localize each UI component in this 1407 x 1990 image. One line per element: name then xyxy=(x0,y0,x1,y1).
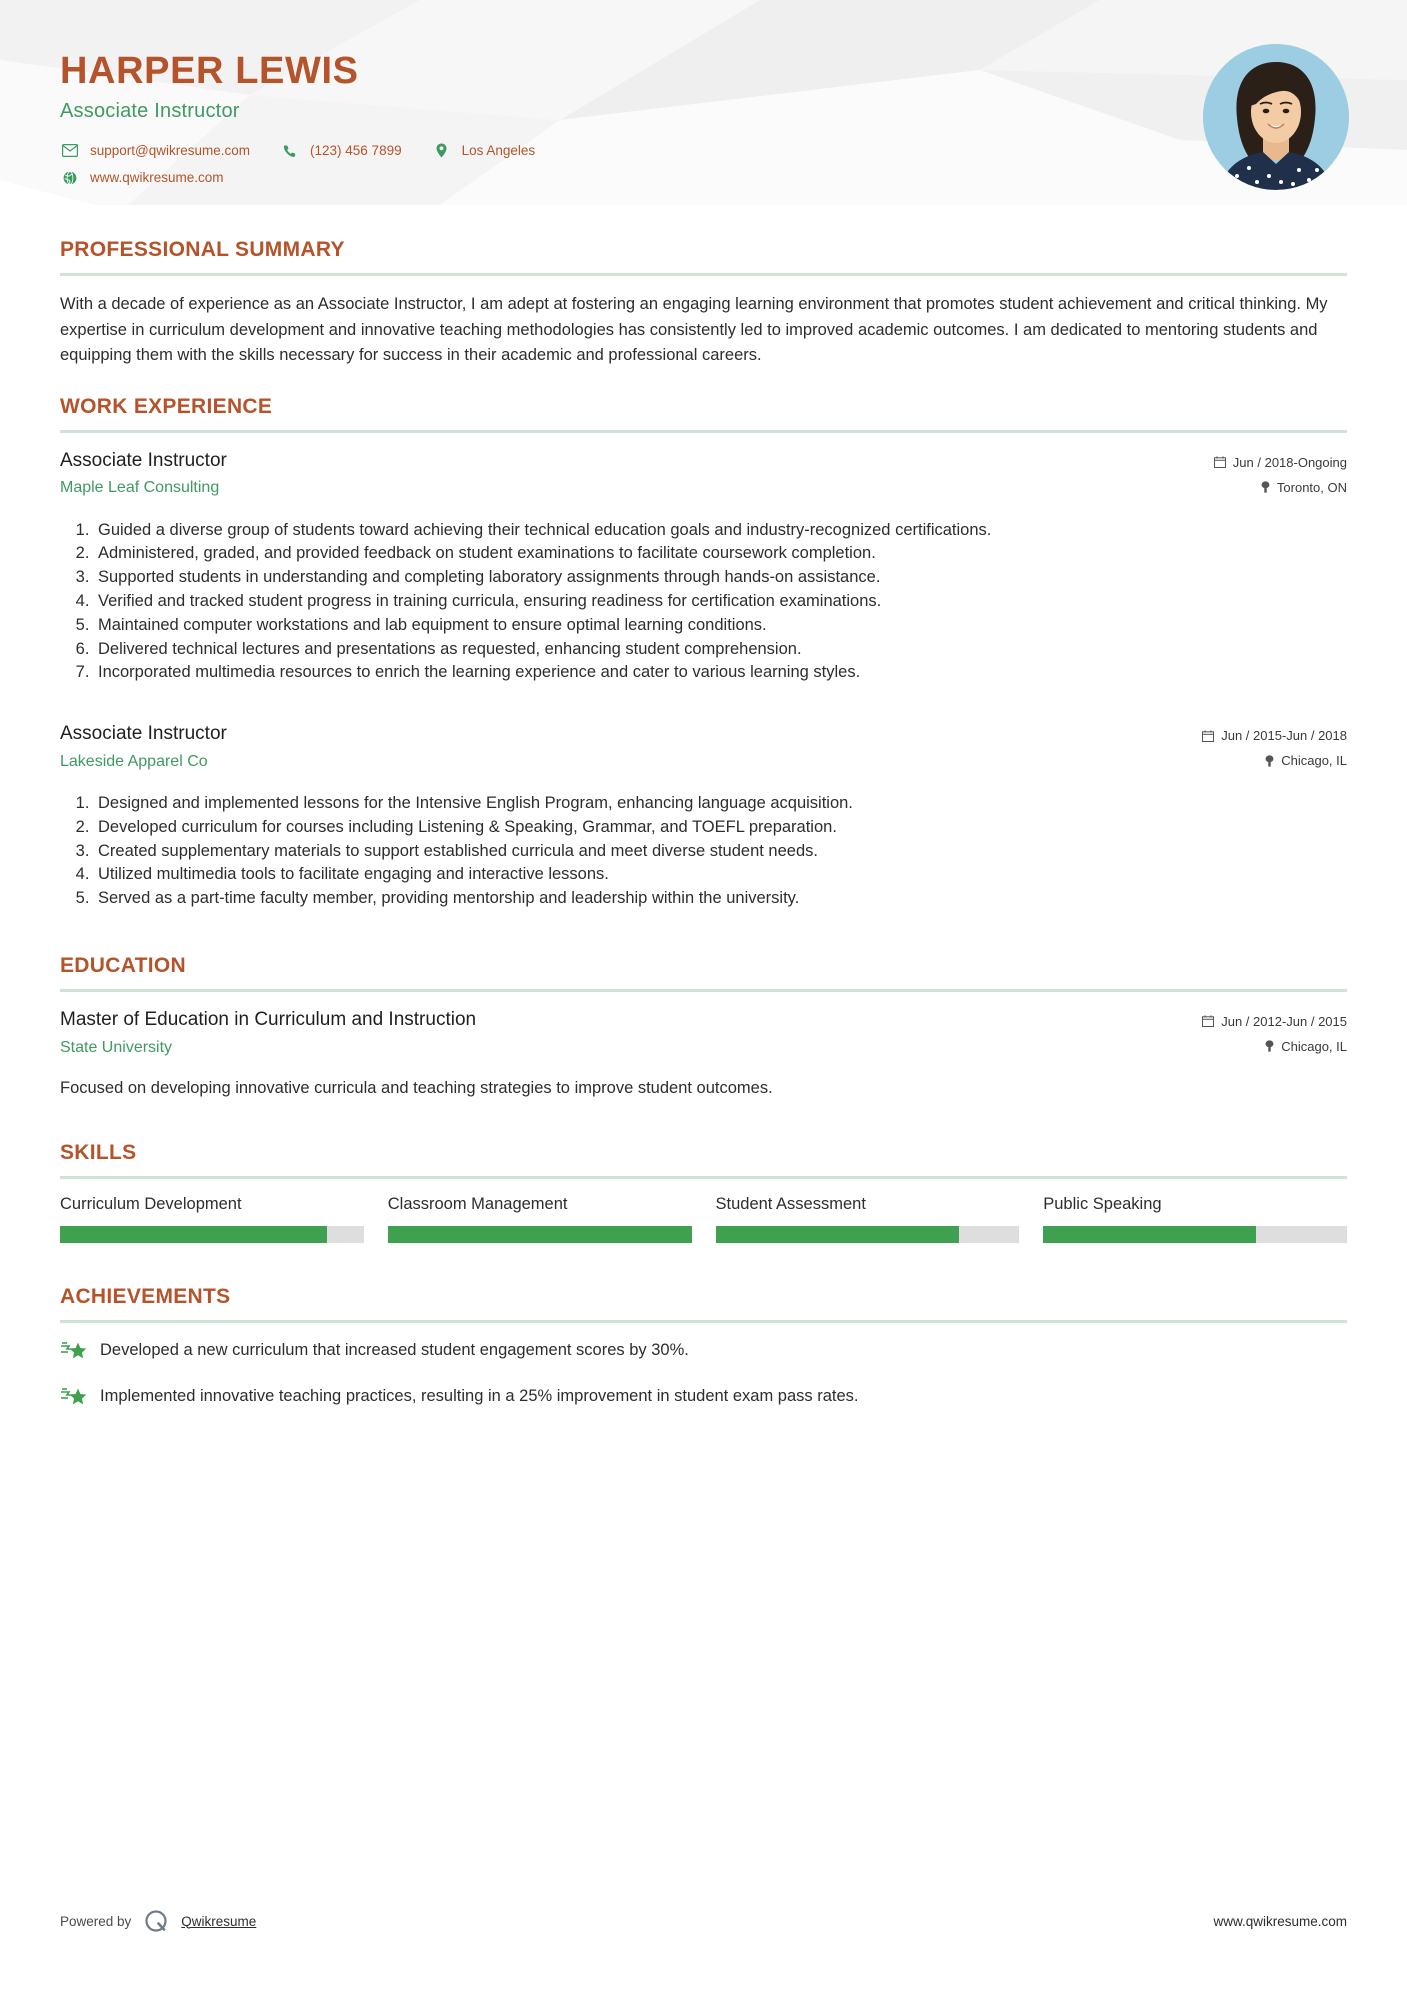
bullet-item: 5. Maintained computer workstations and lab equipment to ensure optimal learning conditions. xyxy=(94,614,1347,637)
education-location xyxy=(1202,1039,1347,1054)
bullet-item: 7. Incorporated multimedia resources to enrich the learning experience and cater to various learning styles. xyxy=(94,661,1347,684)
skill-bar-track xyxy=(1043,1226,1347,1243)
section-title-work: WORK EXPERIENCE xyxy=(60,394,273,418)
bullet-item: 5. Served as a part-time faculty member, providing mentorship and leadership within the university. xyxy=(94,887,1347,910)
skill-bar-track xyxy=(60,1226,364,1243)
skill-label: Student Assessment xyxy=(715,1194,866,1213)
section-divider xyxy=(60,989,1347,992)
skill-bar-fill xyxy=(388,1226,692,1243)
job-bullets xyxy=(60,519,1347,684)
star-badge-icon xyxy=(60,1385,90,1413)
education-dates-text: Jun / 2012-Jun / 2015 xyxy=(1221,1013,1347,1029)
achievement-text: Developed a new curriculum that increased student engagement scores by 30%. xyxy=(100,1340,689,1359)
contact-location-text: Los Angeles xyxy=(461,143,536,159)
resume-header xyxy=(0,0,1407,212)
bullet-item: 4. Utilized multimedia tools to facilitate engaging and interactive lessons. xyxy=(94,863,1347,886)
bullet-item: 1. Guided a diverse group of students toward achieving their technical education goals and industry-recognized certifications. xyxy=(94,519,1347,542)
skill-item xyxy=(60,1195,364,1243)
bullet-item: 2. Administered, graded, and provided feedback on student examinations to facilitate coursework completion. xyxy=(94,542,1347,565)
job-location-text: Chicago, IL xyxy=(1281,753,1347,769)
powered-by-label: Powered by xyxy=(60,1913,132,1929)
candidate-role: Associate Instructor xyxy=(60,99,240,122)
section-divider xyxy=(60,273,1347,276)
job-dates xyxy=(1214,455,1347,470)
map-marker-icon xyxy=(1261,481,1270,493)
skills-grid xyxy=(60,1195,1347,1243)
calendar-icon xyxy=(1202,730,1214,742)
work-entry xyxy=(60,722,1347,910)
footer-website[interactable]: www.qwikresume.com xyxy=(1213,1913,1347,1929)
job-bullets xyxy=(60,792,1347,910)
contact-email[interactable] xyxy=(60,143,250,159)
candidate-name: HARPER LEWIS xyxy=(60,50,359,92)
job-company: Lakeside Apparel Co xyxy=(60,752,208,770)
bullet-item: 4. Verified and tracked student progress in training curricula, ensuring readiness for certification examinations. xyxy=(94,590,1347,613)
bullet-item: 6. Delivered technical lectures and presentations as requested, enhancing student comprehension. xyxy=(94,638,1347,661)
section-work-experience xyxy=(60,395,1347,910)
calendar-icon xyxy=(1214,456,1226,468)
job-title: Associate Instructor xyxy=(60,723,227,745)
skill-bar-track xyxy=(388,1226,692,1243)
achievement-item xyxy=(60,1385,1347,1413)
skill-item xyxy=(1043,1195,1347,1243)
contact-phone[interactable] xyxy=(280,143,402,159)
mail-icon xyxy=(60,143,80,159)
section-skills xyxy=(60,1141,1347,1243)
section-divider xyxy=(60,1176,1347,1179)
contact-row-primary xyxy=(60,143,1347,159)
skill-bar-track xyxy=(716,1226,1020,1243)
section-title-skills: SKILLS xyxy=(60,1140,137,1164)
bullet-item: 2. Developed curriculum for courses including Listening & Speaking, Grammar, and TOEFL preparation. xyxy=(94,816,1347,839)
job-location xyxy=(1214,480,1347,495)
calendar-icon xyxy=(1202,1015,1214,1027)
map-marker-icon xyxy=(1265,755,1274,767)
section-title-achievements: ACHIEVEMENTS xyxy=(60,1284,231,1308)
school-name: State University xyxy=(60,1038,173,1056)
education-dates xyxy=(1202,1014,1347,1029)
bullet-item: 3. Supported students in understanding and completing laboratory assignments through hands-on assistance. xyxy=(94,566,1347,589)
skill-label: Classroom Management xyxy=(387,1194,568,1213)
star-badge-icon xyxy=(60,1339,90,1367)
map-marker-icon xyxy=(1265,1040,1274,1052)
qwikresume-logo-icon xyxy=(143,1908,169,1934)
skill-label: Curriculum Development xyxy=(60,1194,242,1213)
skill-label: Public Speaking xyxy=(1043,1194,1162,1213)
education-entry xyxy=(60,1008,1347,1101)
section-title-education: EDUCATION xyxy=(60,953,186,977)
job-dates-text: Jun / 2015-Jun / 2018 xyxy=(1221,728,1347,744)
job-location-text: Toronto, ON xyxy=(1276,479,1347,495)
location-pin-icon xyxy=(432,143,452,159)
skill-item xyxy=(716,1195,1020,1243)
entry-spacer xyxy=(60,692,1347,722)
section-title-summary: PROFESSIONAL SUMMARY xyxy=(60,238,345,261)
achievement-text: Implemented innovative teaching practices, resulting in a 25% improvement in student exam pass rates. xyxy=(100,1386,859,1405)
globe-icon xyxy=(60,170,80,186)
job-company: Maple Leaf Consulting xyxy=(60,479,220,497)
bullet-item: 1. Designed and implemented lessons for the Intensive English Program, enhancing language acquisition. xyxy=(94,792,1347,815)
contact-location xyxy=(432,143,536,159)
job-dates xyxy=(1202,728,1347,743)
summary-text: With a decade of experience as an Associate Instructor, I am adept at fostering an engaging learning environment that promotes student achievement and critical thinking. My expertise in curriculum development and innovative teaching methodologies has consistently led to improved academic outcomes. I am dedicated to mentoring students and equipping them with the skills necessary for success in their academic and professional careers. xyxy=(60,295,1328,365)
contact-block xyxy=(60,143,1347,186)
skill-bar-fill xyxy=(1043,1226,1256,1243)
education-description: Focused on developing innovative curricula and teaching strategies to improve student outcomes. xyxy=(60,1078,773,1097)
section-professional-summary xyxy=(60,238,1347,369)
degree-title: Master of Education in Curriculum and Instruction xyxy=(60,1008,477,1030)
section-divider xyxy=(60,1320,1347,1323)
skill-bar-fill xyxy=(716,1226,959,1243)
section-achievements xyxy=(60,1285,1347,1413)
contact-website[interactable] xyxy=(60,170,224,186)
education-location-text: Chicago, IL xyxy=(1281,1038,1347,1054)
job-location xyxy=(1202,753,1347,768)
contact-phone-text: (123) 456 7899 xyxy=(310,143,402,159)
skill-bar-fill xyxy=(60,1226,327,1243)
work-entry xyxy=(60,449,1347,684)
phone-icon xyxy=(280,143,300,159)
skill-item xyxy=(388,1195,692,1243)
section-divider xyxy=(60,430,1347,433)
contact-row-secondary xyxy=(60,170,1347,186)
contact-email-text: support@qwikresume.com xyxy=(90,143,251,159)
job-title: Associate Instructor xyxy=(60,449,227,471)
bullet-item: 3. Created supplementary materials to support established curricula and meet diverse student needs. xyxy=(94,840,1347,863)
achievement-item xyxy=(60,1339,1347,1367)
avatar xyxy=(1203,44,1349,190)
job-dates-text: Jun / 2018-Ongoing xyxy=(1232,454,1347,470)
contact-website-text: www.qwikresume.com xyxy=(90,170,224,186)
qwikresume-brand[interactable]: Qwikresume xyxy=(181,1913,257,1929)
section-education xyxy=(60,954,1347,1101)
page-footer xyxy=(60,1908,1347,1934)
